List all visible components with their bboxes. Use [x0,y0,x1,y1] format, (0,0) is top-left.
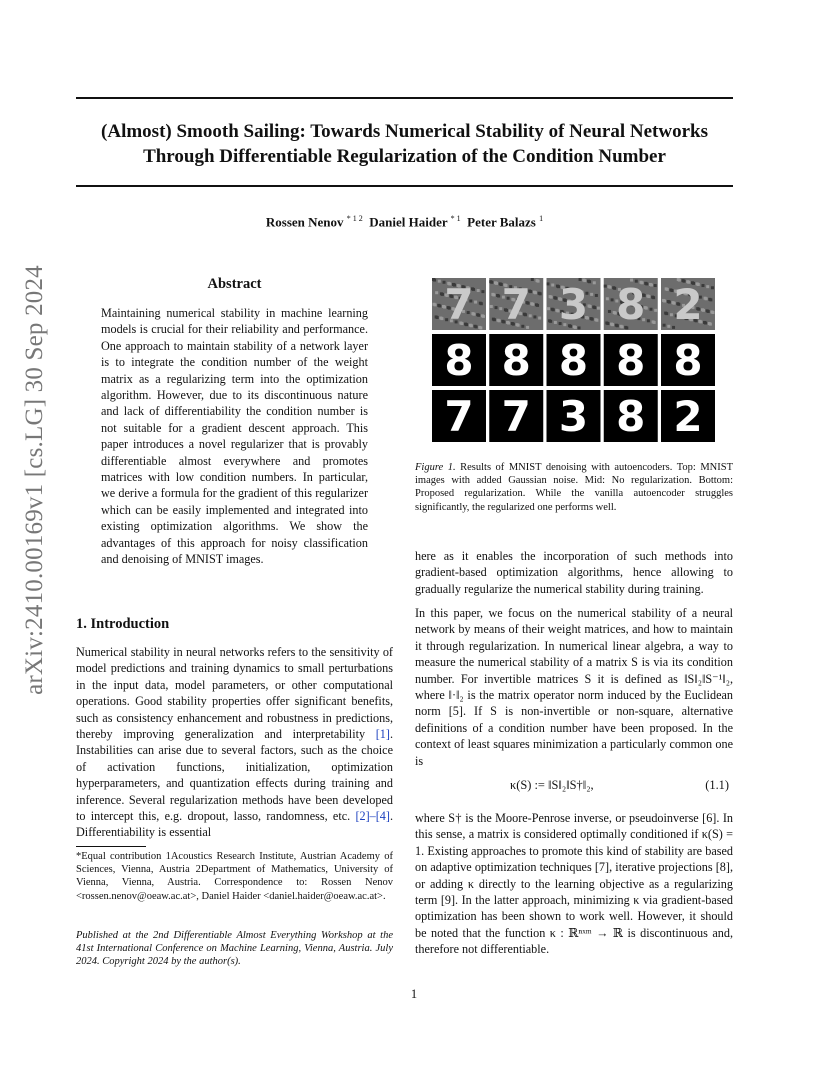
noise-pixel [433,279,436,282]
noise-pixel [547,282,550,285]
noise-pixel [534,291,537,294]
noise-pixel [438,280,441,283]
mnist-digit: 8 [444,336,474,385]
mnist-digit: 8 [558,336,589,385]
noise-pixel [668,301,671,304]
noise-pixel [552,308,555,311]
noise-pixel [538,317,541,320]
figure-caption [415,461,733,514]
noise-pixel [438,304,441,307]
noise-pixel [554,297,557,300]
noise-pixel [611,298,614,301]
noise-pixel [590,293,593,296]
mnist-digit: 8 [616,280,646,329]
noise-pixel [705,297,708,300]
noise-pixel [611,323,614,326]
noise-pixel [490,281,493,284]
noise-pixel [650,284,653,287]
intro-paragraph [76,644,393,841]
noise-pixel [593,281,596,284]
intro-text: . Differentiability is essential [76,809,393,840]
noise-pixel [654,309,657,312]
title-line-1: (Almost) Smooth Sailing: Towards Numerical Stability of Neural Networks [101,121,708,142]
author-name: Peter Balazs [467,214,536,230]
noise-pixel [652,296,655,299]
noise-pixel [704,321,707,324]
noise-pixel [665,312,668,315]
author-list [76,214,733,230]
mnist-digit: 8 [673,336,703,385]
noise-pixel [492,293,495,296]
noise-pixel [554,321,557,324]
mnist-digit: 7 [501,392,531,441]
mnist-figure [432,278,715,442]
noise-pixel [498,319,501,322]
noise-pixel [706,285,709,288]
noise-pixel [481,290,484,293]
noise-pixel [435,291,438,294]
noise-pixel [597,307,600,310]
abstract-heading: Abstract [207,276,262,292]
noise-pixel [533,315,536,318]
section-heading-introduction: 1. Introduction [76,616,170,632]
noise-pixel [436,316,439,319]
mnist-digit: 7 [444,280,474,329]
noise-pixel [653,321,656,324]
noise-pixel [588,280,591,283]
noise-pixel [495,306,498,309]
figure-caption-text: Results of MNIST denoising with autoencoders. Top: MNIST images with added Gaussian noise. Mid: No regularization. Bottom: Proposed regularization. While the vanilla autoencoder struggles significantly, the regularized one performs well. [415,462,733,513]
intro-text: . Instabilities can arise due to several factors, such as the choice of activation functions, initialization, optimization hyperparameters, and quantization effects during training and inference. Several regularization methods have been developed to intercept this, e.g. dropout, lasso, randomness, etc. [76,727,393,824]
noise-pixel [595,319,598,322]
noise-pixel [531,303,534,306]
noise-pixel [654,284,657,287]
noise-pixel [606,297,609,300]
noise-pixel [531,278,534,281]
mnist-digit: 8 [501,336,531,385]
figure-label: Figure 1. [415,462,456,473]
noise-pixel [709,298,712,301]
noise-pixel [608,310,611,313]
mnist-digit: 8 [616,392,646,441]
noise-pixel [434,303,437,306]
noise-pixel [663,324,666,327]
right-paragraph-1: here as it enables the incorporation of such methods into gradient-based optimization algorithms, hence allowing to gradually regularize the numerical stability during training. [415,549,733,596]
top-rule [76,97,733,99]
noise-pixel [589,305,592,308]
noise-pixel [474,301,477,304]
arxiv-sidebar-id: arXiv:2410.00169v1 [cs.LG] 30 Sep 2024 [21,265,48,695]
noise-pixel [490,305,493,308]
noise-pixel [711,311,714,314]
noise-pixel [551,284,554,287]
noise-pixel [591,318,594,321]
author-name: Rossen Nenov [265,214,344,230]
noise-pixel [604,285,607,288]
noise-pixel [475,325,478,328]
publication-note-text: Published at the 2nd Differentiable Almost Everything Workshop at the 41st International Conference on Machine Learning, Vienna, Austria. July 2024. Copyright 2024 by the author(s). [76,930,393,968]
noise-pixel [608,286,611,289]
mnist-digit: 2 [673,280,703,329]
noise-pixel [549,320,552,323]
footnote: *Equal contribution 1Acoustics Research Institute, Austrian Academy of Sciences, Vienna, Austria 2Department of Mathematics, University of Vienna, Vienna, Austria. Correspondence to: Rossen Nenov <rossen.nenov@oeaw.ac.at>, Daniel Haider <daniel.haider@oeaw.ac.at>. [76,851,393,902]
noise-pixel [480,302,483,305]
title-bottom-rule [76,185,733,187]
noise-pixel [493,318,496,321]
noise-pixel [663,299,666,302]
noise-pixel [595,294,598,297]
footnote-rule [76,846,146,847]
right-paragraph-3: where S† is the Moore-Penrose inverse, or pseudoinverse [6]. In this sense, a matrix is considered optimally conditioned if κ(S) = 1. Existing approaches to promote this kind of stability are based on adaptive optimization techniques [7], iterative projections [8], or adding κ directly to the learning objective as a regularizing term [9]. In the latter approach, minimizing κ via gradient-based optimization has been shown to work well. However, it should be noted that the function κ : ℝⁿˣᵐ → ℝ is discontinuous and, therefore not differentiable. [415,811,733,957]
noise-pixel [477,314,480,317]
noise-pixel [477,289,480,292]
noise-pixel [645,282,648,285]
noise-pixel [649,308,652,311]
mnist-digit: 3 [558,280,589,329]
noise-pixel [606,322,609,325]
noise-pixel [593,306,596,309]
equation-body: κ(S) := ‖S‖₂‖S†‖₂, [510,778,594,792]
noise-pixel [536,304,539,307]
mnist-digit: 7 [501,280,531,329]
publication-note [76,929,393,969]
abstract-text: Maintaining numerical stability in machine learning models is crucial for their reliability and performance. One approach to maintain stability of a network layer is to integrate the condition number of the weight matrix as a regularizing term into the optimization algorithm. However, due to its discontinuous nature and lack of differentiability the condition number is not suitable for a gradient descent approach. This paper introduces a novel regularizer that is provably differentiable almost everywhere and promotes matrices with low condition numbers. In particular, we derive a formula for the gradient of this regularizer which can be easily implemented and integrated into existing optimization algorithms. We show the advantages of this approach for noisy classification and denoising of MNIST images. [101,306,368,567]
mnist-digit: 8 [616,336,646,385]
noise-pixel [497,295,500,298]
mnist-digit: 3 [558,392,589,441]
citation-link[interactable]: [2]–[4] [355,809,390,824]
noise-pixel [482,315,485,318]
mnist-digit: 7 [444,392,474,441]
noise-pixel [666,288,669,291]
noise-pixel [667,325,670,328]
author-name: Daniel Haider [369,214,448,230]
author-marks: * 1 2 [346,214,363,223]
author-marks: * 1 [450,214,461,223]
noise-pixel [479,326,482,329]
paper-title [76,119,733,169]
noise-pixel [495,282,498,285]
noise-pixel [550,296,553,299]
noise-pixel [547,307,550,310]
author-marks: 1 [539,214,544,223]
noise-pixel [711,286,714,289]
right-paragraph-2: In this paper, we focus on the numerical stability of a neural network by means of their weight matrices, and how to maintain it through regularization. In numerical linear algebra, a way to measure the numerical stability of a matrix S is via its condition number. For invertible matrices S it is defined as ‖S‖₂‖S⁻¹‖₂, where ‖·‖₂ is the matrix operator norm induced by the Euclidean norm [5]. If S is non-invertible or non-square, alternative definitions of a condition number have been proposed. In the context of least squares minimization a particularly common one is [415,606,733,768]
noise-pixel [539,292,542,295]
page-number: 1 [410,987,418,1001]
noise-pixel [647,319,650,322]
title-line-2: Through Differentiable Regularization of the Condition Number [143,146,666,167]
noise-pixel [537,280,540,283]
noise-pixel [440,317,443,320]
mnist-digit: 2 [673,392,703,441]
noise-pixel [647,295,650,298]
intro-text: Numerical stability in neural networks refers to the sensitivity of model predictions and training dynamics to small perturbations in the input data, model parameters, or other computational operations. Good stability properties offer significant benefits, such as consistency enhancement and robustness in predictions, thereby improving generalization and interpretability [76,645,393,742]
noise-pixel [707,310,710,313]
noise-pixel [709,323,712,326]
equation-number: (1.1) [705,778,729,792]
citation-link[interactable]: [1] [375,727,390,742]
